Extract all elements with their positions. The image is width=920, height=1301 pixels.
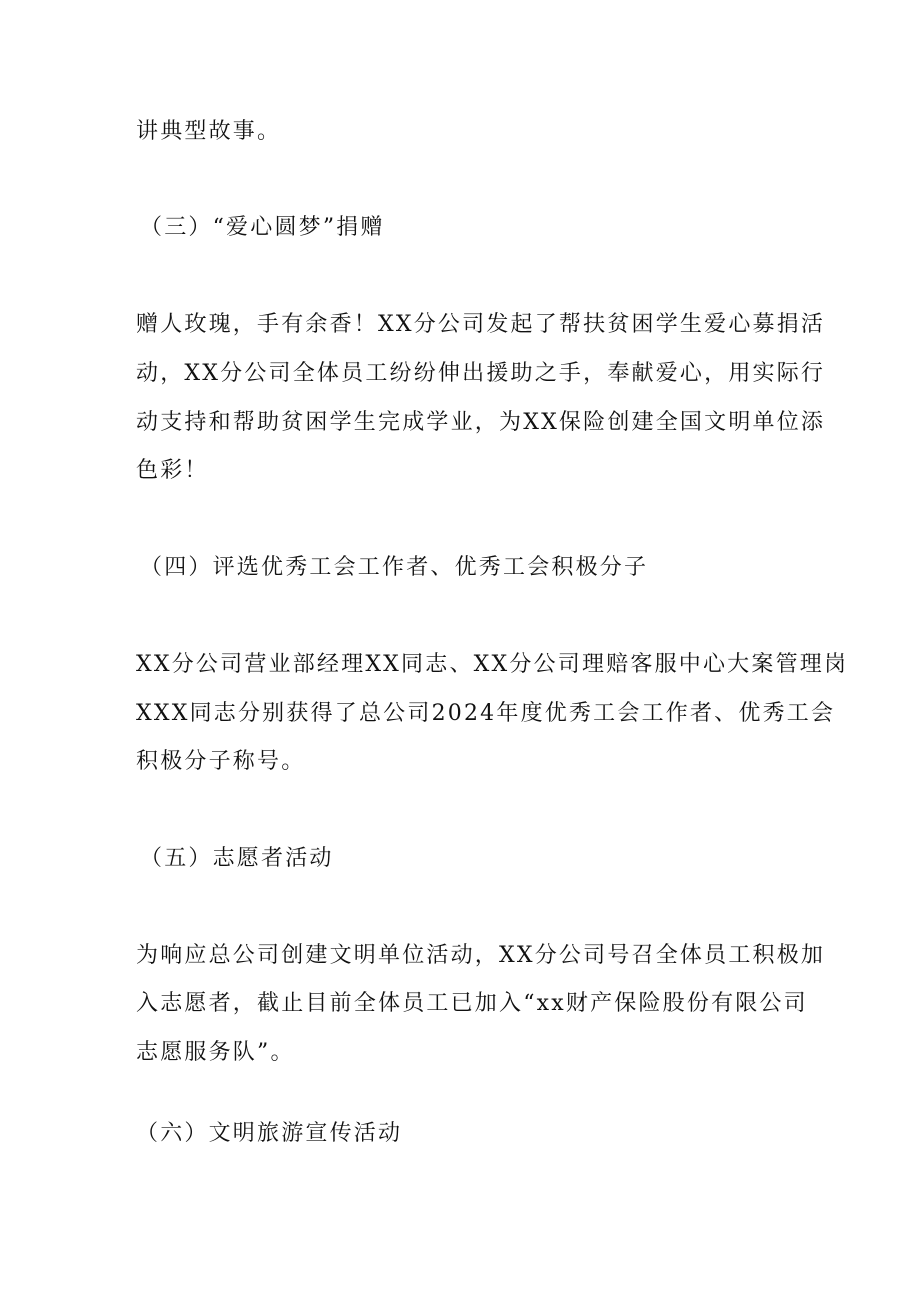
paragraph-line: XXX同志分别获得了总公司2024年度优秀工会工作者、优秀工会 (136, 701, 836, 726)
paragraph-line: XX分公司营业部经理XX同志、XX分公司理赔客服中心大案管理岗 (136, 652, 849, 677)
paragraph-line: 积极分子称号。 (136, 749, 306, 774)
paragraph-line: 色彩！ (136, 458, 209, 483)
paragraph-line: 讲典型故事。 (136, 119, 282, 144)
paragraph-line: 志愿服务队”。 (136, 1040, 295, 1065)
paragraph-line: 为响应总公司创建文明单位活动，XX分公司号召全体员工积极加 (136, 943, 826, 968)
paragraph-line: 动支持和帮助贫困学生完成学业，为XX保险创建全国文明单位添 (136, 410, 826, 435)
section-heading-3: （三）“爱心圆梦”捐赠 (140, 215, 385, 240)
section-heading-6: （六）文明旅游宣传活动 (136, 1121, 403, 1146)
paragraph-line: 入志愿者，截止目前全体员工已加入“xx财产保险股份有限公司 (136, 991, 808, 1016)
section-heading-5: （五）志愿者活动 (140, 846, 334, 871)
paragraph-line: 赠人玫瑰，手有余香！XX分公司发起了帮扶贫困学生爱心募捐活 (136, 312, 826, 337)
section-heading-4: （四）评选优秀工会工作者、优秀工会积极分子 (140, 555, 649, 580)
paragraph-line: 动，XX分公司全体员工纷纷伸出援助之手，奉献爱心，用实际行 (136, 361, 826, 386)
